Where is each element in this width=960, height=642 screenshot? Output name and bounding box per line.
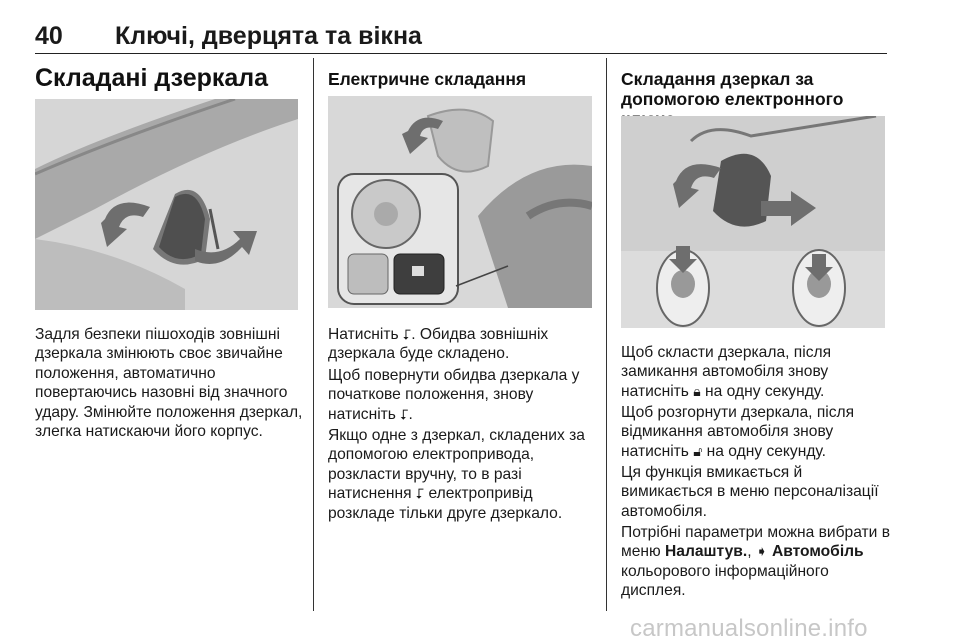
watermark: carmanualsonline.info	[630, 615, 868, 642]
lock-icon: 🔒︎	[693, 382, 701, 399]
paragraph-personalization: Ця функція вмикається й вимикається в меню персоналізації автомобіля.	[621, 464, 879, 520]
figure-key-fold	[621, 116, 885, 328]
text: ,	[747, 543, 756, 561]
column-divider	[606, 58, 607, 611]
text: на одну секунду.	[702, 442, 827, 460]
title-line: допомогою електронного	[621, 89, 844, 109]
section-title-electric-folding: Електричне складання	[328, 69, 527, 89]
paragraph-press-unfold	[328, 366, 594, 424]
mirror-fold-icon: ⮦	[402, 326, 412, 342]
text: Щоб скласти дзеркала, після замикання автомобіля знову натисніть	[621, 344, 832, 400]
menu-arrow-icon: ➧	[755, 543, 768, 560]
column-divider	[313, 58, 314, 611]
text: Потрібні параметри можна вибрати в меню	[621, 524, 891, 561]
mirror-fold-icon: ⮦	[415, 485, 425, 502]
paragraph-menu-path	[621, 523, 891, 601]
text: кольорового інформаційного дисплея.	[621, 562, 829, 600]
figure-mirror-fold-manual	[35, 99, 298, 310]
figure-mirror-switch	[328, 96, 592, 308]
paragraph-manual-unfold-note	[328, 426, 594, 523]
text: Щоб повернути обидва дзеркала у початкове положення, знову натисніть	[328, 367, 580, 423]
paragraph-folding-mirrors: Задля безпеки пішоходів зовнішні дзеркала змінюють своє звичайне положення, автоматично повертаючись назовні від значного удару. Змінюйте положення дзеркал, злегка натискаючи його корпус.	[35, 326, 303, 441]
title-line: Складання дзеркал за	[621, 69, 814, 89]
text: .	[408, 405, 413, 423]
page-number: 40	[35, 22, 63, 50]
unlock-icon: 🔓︎	[693, 442, 703, 459]
page-header	[35, 20, 887, 54]
chapter-title: Ключі, дверцята та вікна	[115, 22, 422, 50]
text: . Обидва зовнішніх дзеркала буде складено.	[328, 326, 549, 363]
menu-settings: Налаштув.	[665, 543, 748, 561]
paragraph-fold-via-key	[621, 343, 891, 401]
text: Натисніть	[328, 326, 403, 343]
menu-vehicle: Автомобіль	[771, 543, 864, 561]
paragraph-press-fold	[328, 325, 594, 364]
text: на одну секунду.	[700, 382, 825, 400]
text: Якщо одне з дзеркал, складених за допомогою електропривода, розкласти вручну, то в разі натиснення	[328, 427, 585, 503]
mirror-fold-icon: ⮦	[400, 405, 409, 422]
text: електропривід розкладе тільки друге дзеркало.	[328, 485, 563, 522]
paragraph-unfold-via-key	[621, 403, 891, 461]
section-title-folding-mirrors: Складані дзеркала	[35, 64, 269, 92]
text: Щоб розгорнути дзеркала, після відмикання автомобіля знову натисніть	[621, 404, 855, 460]
